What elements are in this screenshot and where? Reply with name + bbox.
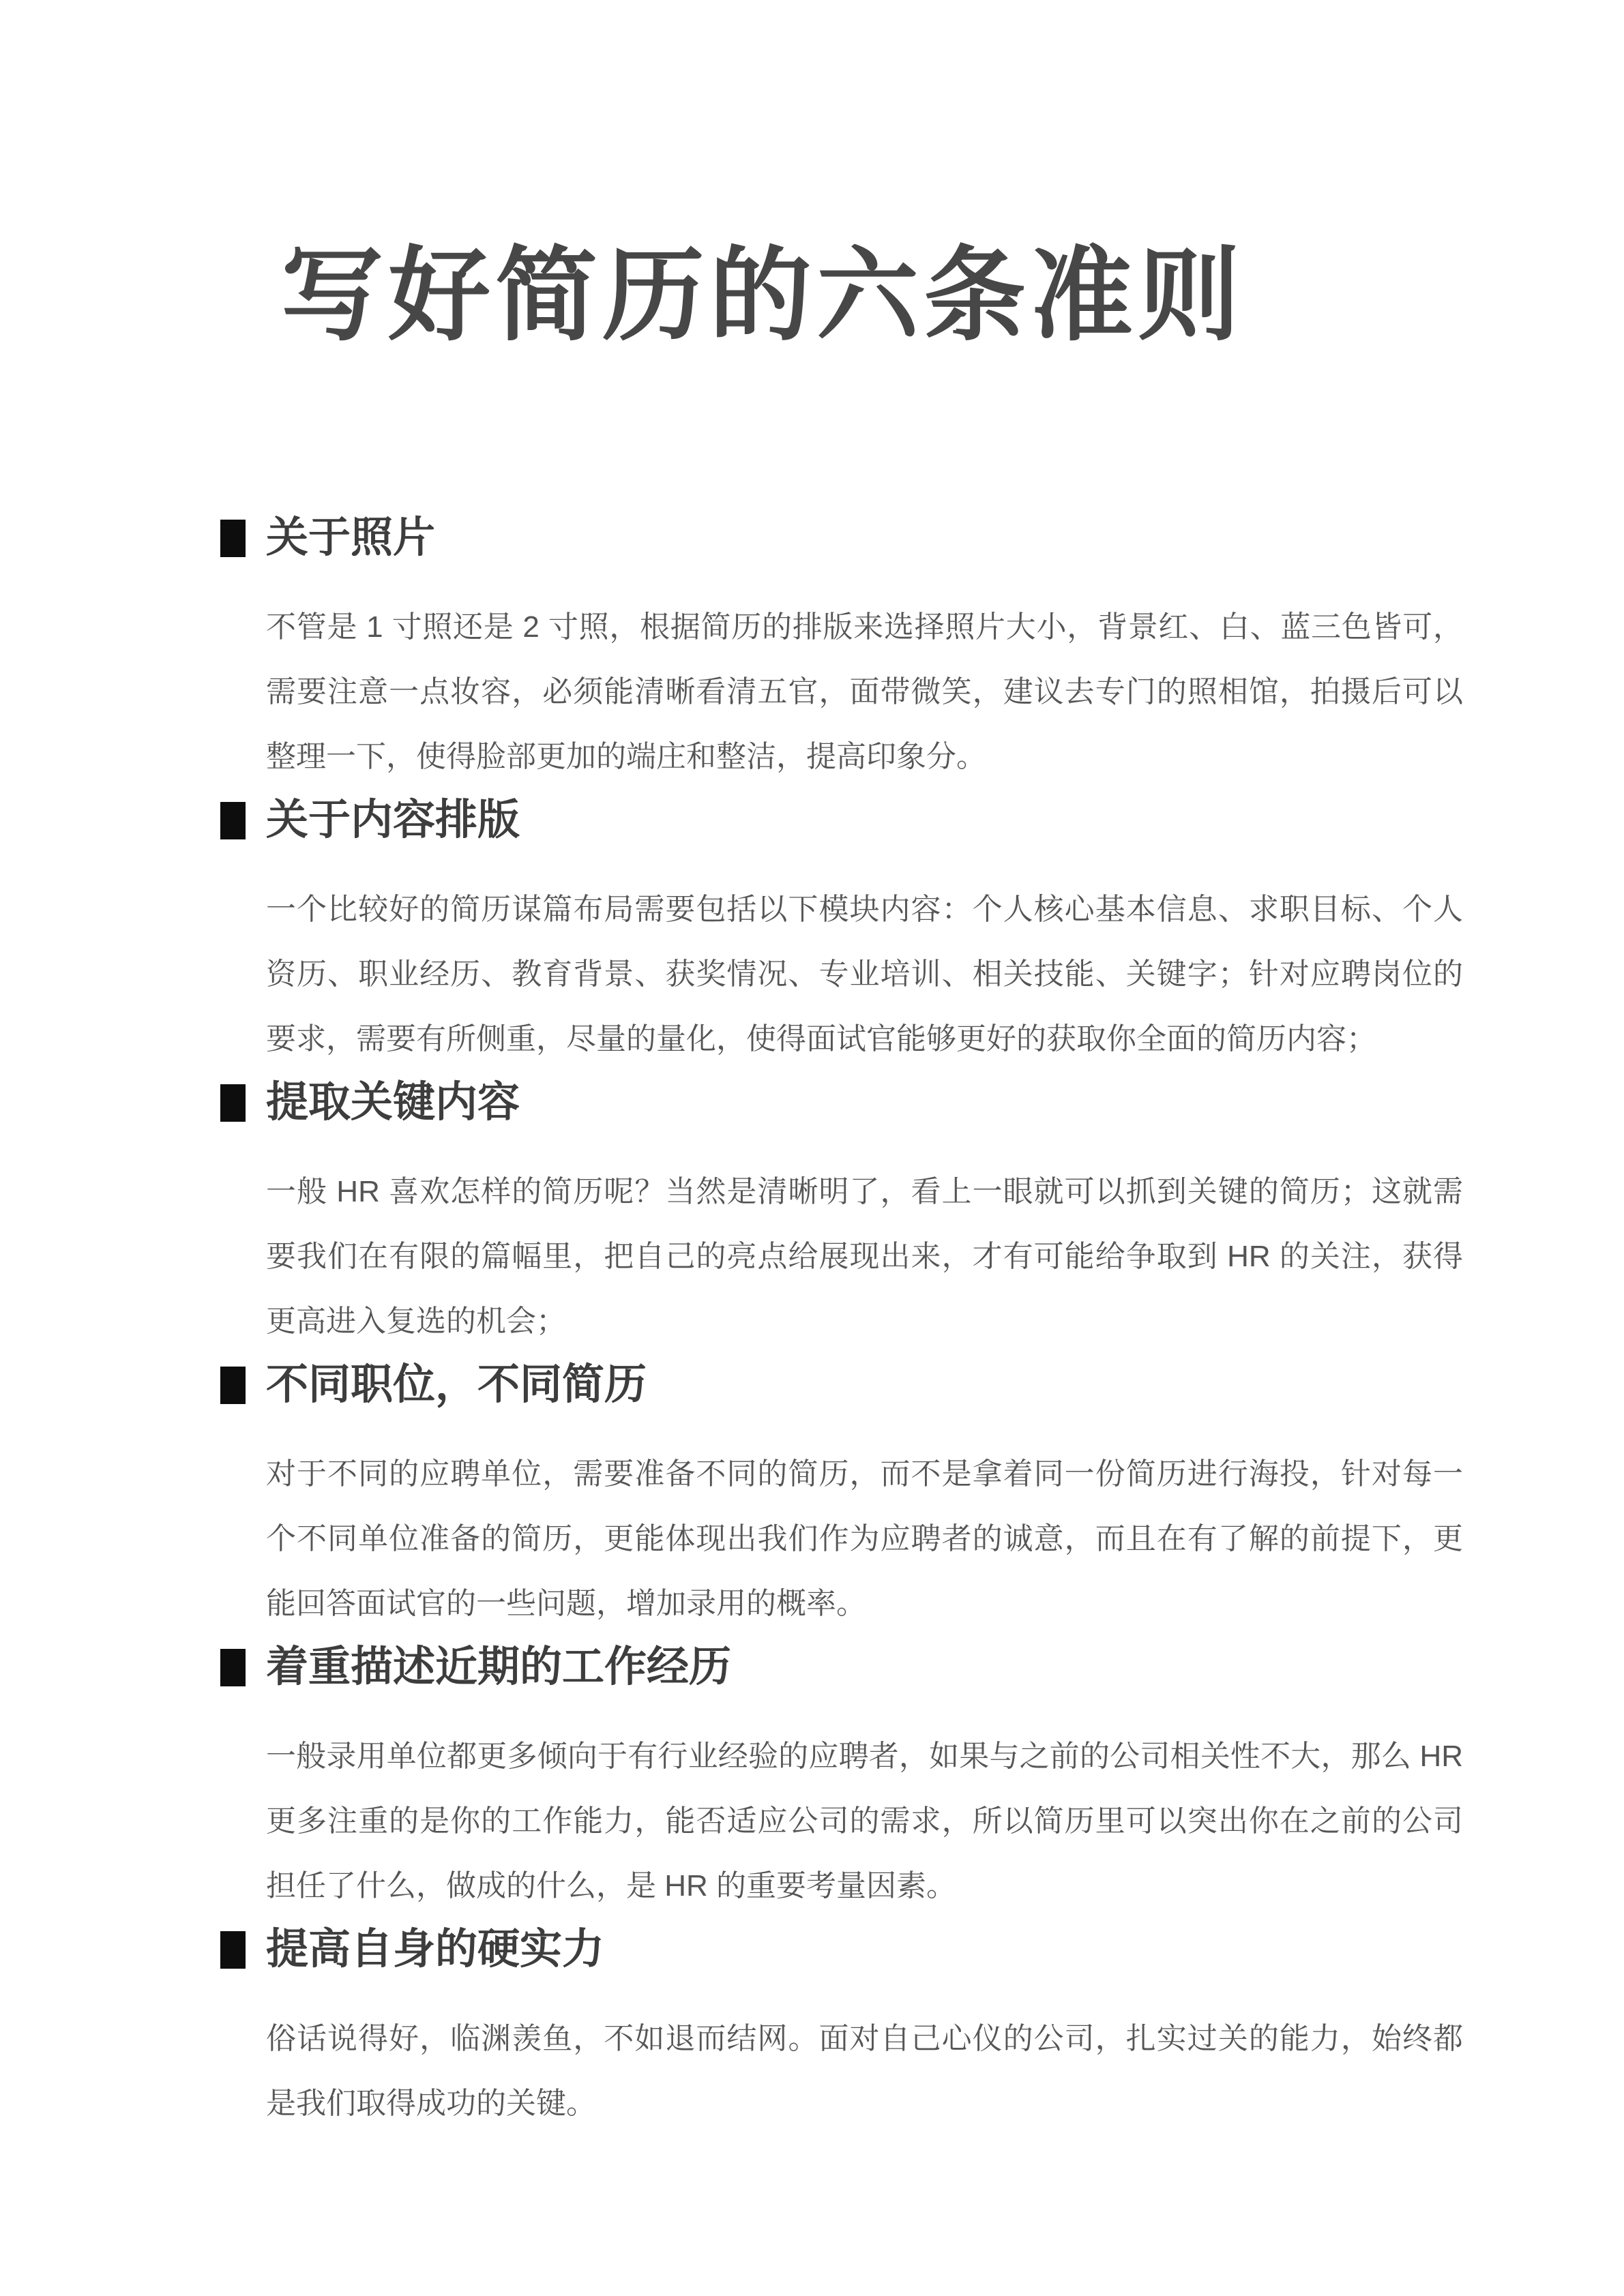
section-about-photo [266,514,1463,789]
square-bullet-icon [220,1649,246,1686]
section-heading-row [220,1361,1463,1408]
section-heading: 不同职位，不同简历 [266,1361,647,1408]
section-body-text: 俗话说得好，临渊羡鱼，不如退而结网。面对自己心仪的公司，扎实过关的能力，始终都是我们取得成功的关键。 [266,2022,1463,2120]
section-heading-row [220,1079,1463,1126]
section-heading: 提高自身的硬实力 [266,1926,605,1973]
section-heading-row [220,514,1463,561]
section-key-content [266,1079,1463,1354]
section-hard-skills [266,1928,1463,2136]
section-heading: 关于内容排版 [266,796,520,844]
section-heading: 着重描述近期的工作经历 [266,1643,732,1690]
section-content-layout [266,796,1463,1071]
square-bullet-icon [220,520,246,557]
section-body-text: 不管是 1 寸照还是 2 寸照，根据简历的排版来选择照片大小，背景红、白、蓝三色皆可，需要注意一点妆容，必须能清晰看清五官，面带微笑，建议去专门的照相馆，拍摄后可以整理一下，使得脸部更加的端庄和整洁，提高印象分。 [266,610,1463,773]
square-bullet-icon [220,1931,246,1969]
square-bullet-icon [220,1084,246,1122]
section-body-text: 一个比较好的简历谋篇布局需要包括以下模块内容：个人核心基本信息、求职目标、个人资历、职业经历、教育背景、获奖情况、专业培训、相关技能、关键字；针对应聘岗位的要求，需要有所侧重，尽量的量化，使得面试官能够更好的获取你全面的简历内容； [266,893,1463,1056]
square-bullet-icon [220,1367,246,1404]
section-recent-work [266,1643,1463,1918]
section-heading-row [220,1928,1463,1971]
section-heading-row [220,796,1463,844]
document-title: 写好简历的六条准则 [281,238,1245,353]
section-heading: 关于照片 [266,514,436,561]
section-body-text: 一般 HR 喜欢怎样的简历呢？当然是清晰明了，看上一眼就可以抓到关键的简历；这就需要我们在有限的篇幅里，把自己的亮点给展现出来，才有可能给争取到 HR 的关注，获得更高进入复选的机会； [266,1175,1463,1338]
section-body-text: 对于不同的应聘单位，需要准备不同的简历，而不是拿着同一份简历进行海投，针对每一个不同单位准备的简历，更能体现出我们作为应聘者的诚意，而且在有了解的前提下，更能回答面试官的一些问题，增加录用的概率。 [266,1457,1463,1620]
square-bullet-icon [220,802,246,839]
section-different-resume [266,1361,1463,1636]
section-heading-row [220,1643,1463,1690]
section-body-text: 一般录用单位都更多倾向于有行业经验的应聘者，如果与之前的公司相关性不大，那么 HR 更多注重的是你的工作能力，能否适应公司的需求，所以简历里可以突出你在之前的公司担任了什么，做成的什么，是 HR 的重要考量因素。 [266,1740,1463,1903]
section-heading: 提取关键内容 [266,1079,520,1126]
